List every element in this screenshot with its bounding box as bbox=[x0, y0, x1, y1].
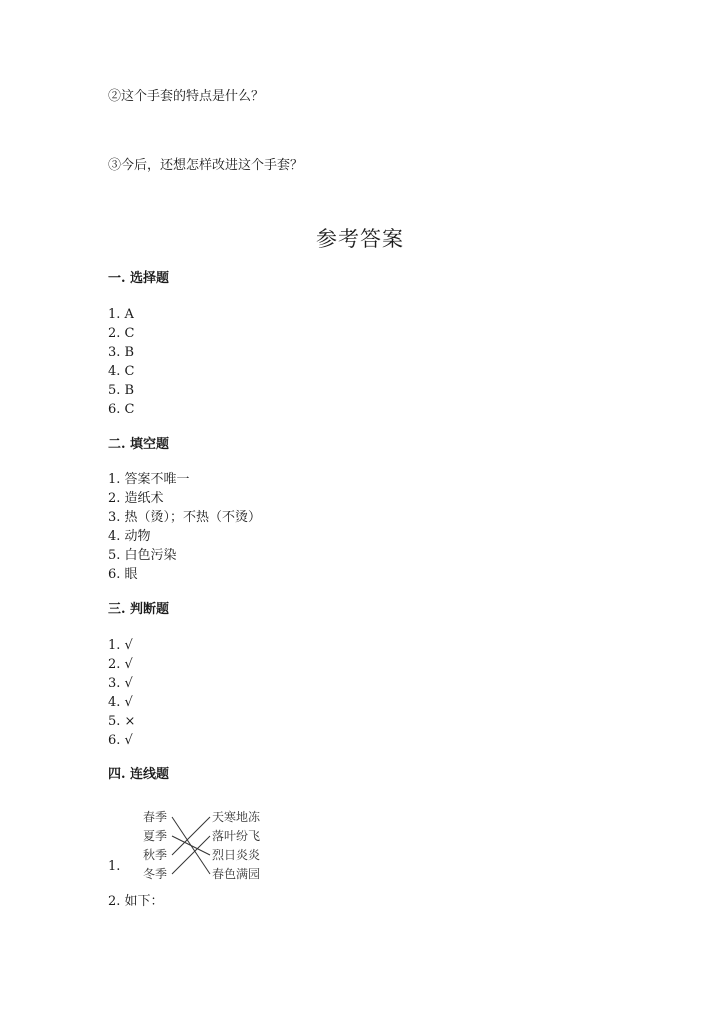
match-item-1-label: 1. bbox=[108, 859, 121, 874]
choice-answer: 2. C bbox=[108, 326, 135, 341]
fill-answer: 5. 白色污染 bbox=[108, 548, 177, 563]
match-right-item: 春色满园 bbox=[212, 867, 261, 881]
judge-answer: 6. √ bbox=[108, 733, 133, 748]
match-left-item: 夏季 bbox=[143, 829, 168, 843]
judge-answer: 5. × bbox=[108, 714, 136, 729]
judge-answer: 1. √ bbox=[108, 638, 133, 653]
fill-answer: 6. 眼 bbox=[108, 567, 138, 582]
match-line bbox=[172, 836, 210, 855]
fill-answers bbox=[108, 470, 261, 584]
match-right-item: 烈日炎炎 bbox=[212, 848, 261, 862]
choice-answer: 1. A bbox=[108, 307, 134, 322]
match-left-item: 春季 bbox=[143, 810, 168, 824]
judge-answer: 3. √ bbox=[108, 676, 133, 691]
choice-answer: 3. B bbox=[108, 345, 135, 360]
choice-answer: 4. C bbox=[108, 364, 135, 379]
section-heading-choice: 一. 选择题 bbox=[108, 271, 170, 286]
match-line bbox=[172, 817, 210, 855]
match-left-item: 秋季 bbox=[143, 848, 168, 862]
match-right-item: 天寒地冻 bbox=[212, 810, 261, 824]
choice-answers bbox=[108, 305, 134, 419]
match-item-2: 2. 如下： bbox=[108, 894, 164, 909]
judge-answer: 2. √ bbox=[108, 657, 133, 672]
question-2: ②这个手套的特点是什么？ bbox=[108, 89, 265, 104]
choice-answer: 6. C bbox=[108, 402, 135, 417]
match-right-column bbox=[212, 808, 260, 884]
match-left-item: 冬季 bbox=[143, 867, 168, 881]
match-line bbox=[172, 836, 210, 874]
question-3: ③今后，还想怎样改进这个手套？ bbox=[108, 158, 304, 173]
match-left-column bbox=[143, 808, 167, 884]
judge-answers bbox=[108, 636, 135, 750]
section-heading-fill: 二. 填空题 bbox=[108, 437, 170, 452]
fill-answer: 1. 答案不唯一 bbox=[108, 472, 190, 487]
fill-answer: 4. 动物 bbox=[108, 529, 151, 544]
judge-answer: 4. √ bbox=[108, 695, 133, 710]
section-heading-judge: 三. 判断题 bbox=[108, 602, 170, 617]
fill-answer: 3. 热（烫）；不热（不烫） bbox=[108, 510, 262, 525]
fill-answer: 2. 造纸术 bbox=[108, 491, 164, 506]
matching-diagram bbox=[140, 806, 270, 886]
answer-key-title: 参考答案 bbox=[316, 227, 404, 251]
choice-answer: 5. B bbox=[108, 383, 135, 398]
section-heading-match: 四. 连线题 bbox=[108, 767, 170, 782]
match-right-item: 落叶纷飞 bbox=[212, 829, 261, 843]
